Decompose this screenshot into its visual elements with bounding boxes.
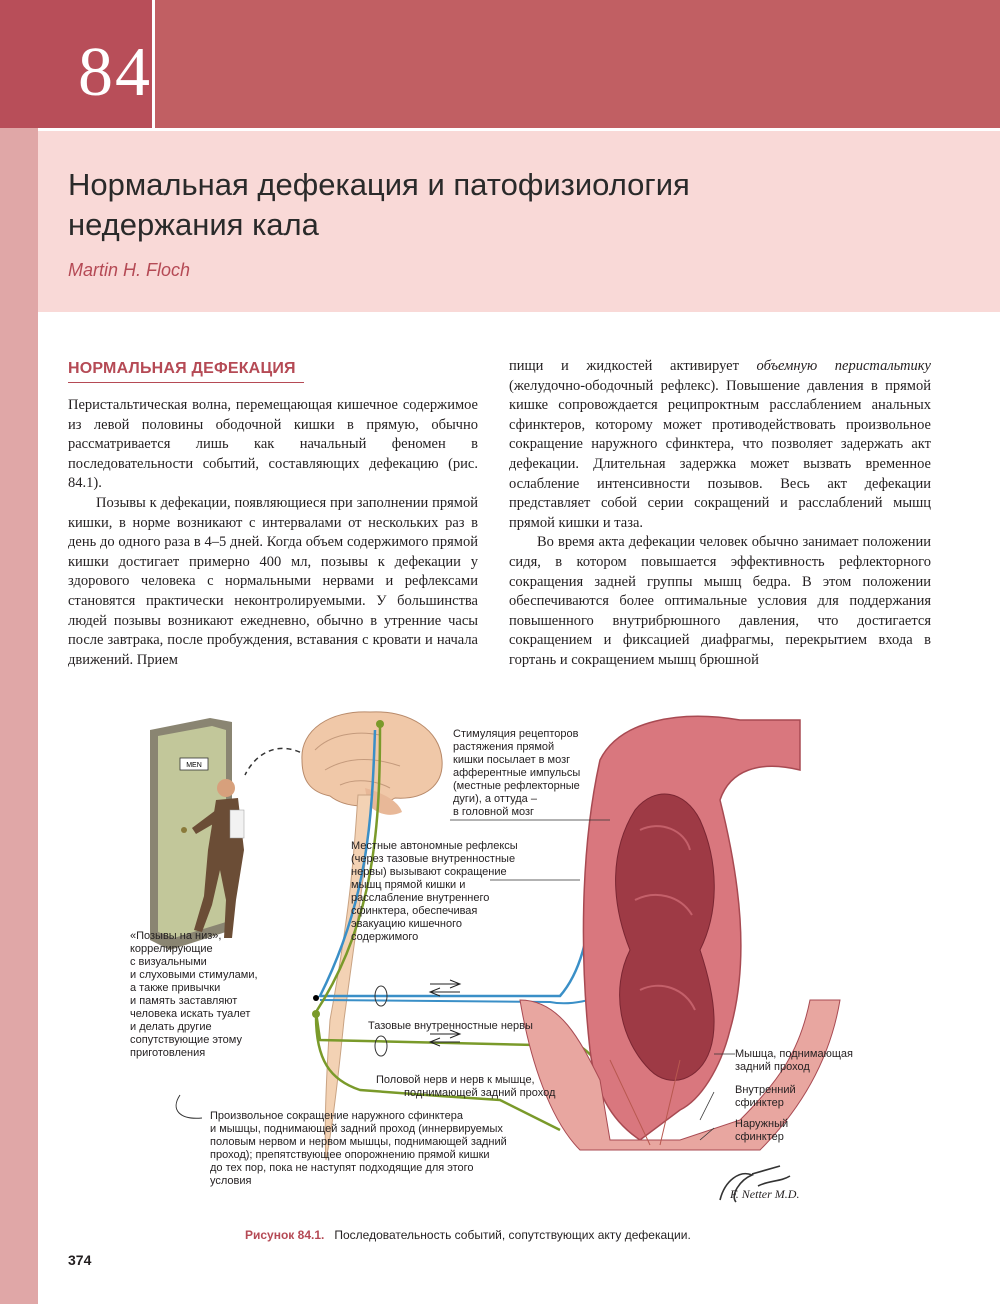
label-line: сопутствующие этому: [130, 1034, 242, 1046]
label-voluntary: [210, 1110, 570, 1188]
ganglion: [375, 1036, 387, 1056]
emphasis: объемную перистальтику: [756, 358, 931, 374]
label-line: Внутренний: [735, 1084, 796, 1096]
nerve-node: [312, 1010, 320, 1018]
paragraph: [509, 357, 931, 533]
label-line: Произвольное сокращение наружного сфинктера: [210, 1110, 463, 1122]
voluntary-arrow: [176, 1095, 202, 1118]
caption-text: Последовательность событий, сопутствующих акту дефекации.: [334, 1228, 691, 1242]
label-line: Местные автономные рефлексы: [351, 840, 518, 852]
signature-text: F. Netter M.D.: [730, 1187, 800, 1201]
label-line: Наружный: [735, 1118, 789, 1130]
left-column: [68, 396, 478, 670]
nerve-node: [376, 720, 384, 728]
label-line: (через тазовые внутренностные: [351, 853, 516, 865]
afferent-nerve-path-2: [320, 992, 610, 1003]
label-line: и мышцы, поднимающей задний проход (иннервируемых: [210, 1123, 503, 1135]
label-line: поднимающей задний проход: [404, 1087, 556, 1099]
label-line: и память заставляют: [130, 995, 238, 1007]
label-line: (местные рефлекторные: [453, 780, 580, 792]
author: Martin H. Floch: [68, 260, 191, 280]
side-bar: [0, 0, 38, 1304]
right-column: [509, 357, 931, 671]
label-line: «Позывы на низ»,: [130, 930, 222, 942]
label-line: а также привычки: [130, 982, 221, 994]
figure-caption: [245, 1228, 945, 1242]
label-line: Половой нерв и нерв к мышце,: [376, 1074, 535, 1086]
label-line: нервы) вызывают сокращение: [351, 866, 507, 878]
nerve-node: [313, 995, 319, 1001]
label-line: дуги), а оттуда –: [453, 793, 537, 805]
label-line: половым нервом и нервом мышцы, поднимающей задний: [210, 1136, 507, 1148]
direction-arrow: [430, 980, 460, 988]
header-band: [155, 0, 1000, 128]
label-line: и слуховыми стимулами,: [130, 969, 258, 981]
label-external-sphincter: [735, 1118, 845, 1144]
label-line: растяжения прямой: [453, 741, 555, 753]
label-line: задний проход: [735, 1061, 810, 1073]
label-line: мышц прямой кишки и: [351, 879, 466, 891]
chapter-box: [0, 0, 155, 128]
label-line: коррелирующие: [130, 943, 213, 955]
door-sign-text: MEN: [186, 762, 202, 769]
label-line: человека искать туалет: [130, 1008, 251, 1020]
label-line: Стимуляция рецепторов: [453, 728, 579, 740]
label-pelvic-nerves: Тазовые внутренностные нервы: [368, 1020, 533, 1032]
page-title: [68, 165, 968, 245]
label-line: Мышца, поднимающая: [735, 1048, 853, 1060]
section-heading: НОРМАЛЬНАЯ ДЕФЕКАЦИЯ: [68, 360, 304, 383]
label-line: содержимого: [351, 931, 419, 943]
label-local-reflexes: [351, 840, 541, 944]
paragraph: Во время акта дефекации человек обычно занимает положении сидя, в котором повышается эффективность рефлекторного сокращения задней группы мышц бедра. В этом положении обеспечиваются более оптимальные условия для поддержания повышенного внутрибрюшного давления, что достигается сокращением и фиксацией диафрагмы, перекрытием входа в гортань и сокращением мышц брюшной: [509, 534, 931, 668]
chapter-number: 84: [78, 34, 152, 111]
caption-label: Рисунок 84.1.: [245, 1228, 325, 1242]
label-line: с визуальными: [130, 956, 207, 968]
label-urge: [130, 930, 280, 1060]
label-line: приготовления: [130, 1047, 206, 1059]
page-title-line-2: недержания кала: [68, 207, 319, 242]
label-line: расслабление внутреннего: [351, 892, 490, 904]
defecation-figure: [130, 700, 940, 1210]
label-line: сфинктер: [735, 1131, 784, 1143]
label-line: эвакуацию кишечного: [351, 918, 462, 930]
label-levator-ani: [735, 1048, 875, 1074]
door-knob: [181, 827, 187, 833]
label-line: в головной мозг: [453, 806, 535, 818]
paragraph: Перистальтическая волна, перемещающая кишечное содержимое из левой половины ободочной кишки в прямую, обычно рассматривается лишь как начальный феномен в последовательности событий, составляющих дефекацию (рис. 84.1).: [68, 397, 478, 492]
label-line: и делать другие: [130, 1021, 212, 1033]
label-line: до тех пор, пока не наступят подходящие для этого: [210, 1162, 474, 1174]
label-line: проход); препятствующее опорожнению прямой кишки: [210, 1149, 490, 1161]
label-line: условия: [210, 1175, 252, 1187]
paragraph: Позывы к дефекации, появляющиеся при заполнении прямой кишки, в норме возникают с интервалами от нескольких раз в день до одного раза в 4–5 дней. Когда объем содержимого прямой кишки достигает примерно 400 мл, позывы к дефекации у здорового человека с нормальными нервами и рефлексами становятся практически неконтролируемыми. У большинства людей позывы возникают ежедневно, обычно в утренние часы после завтрака, после пробуждения, вставания с кровати и начала движений. Прием: [68, 494, 478, 668]
label-pudendal-nerve: [376, 1074, 576, 1100]
label-line: сфинктер: [735, 1097, 784, 1109]
label-line: кишки посылает в мозг: [453, 754, 571, 766]
page-number: 374: [68, 1252, 92, 1268]
label-line: сфинктера, обеспечивая: [351, 905, 478, 917]
label-stimulation: [453, 728, 603, 819]
direction-arrow: [430, 1038, 460, 1046]
paragraph-text: (желудочно-ободочный рефлекс). Повышение давления в прямой кишке сопровождается реципроктным расслаблением анальных сфинктеров, которому может противодействовать произвольное сокращение наружного сфинктера, что позволяет задержать акт дефекации. Длительная задержка может вызвать временное ослабление интенсивности позывов. Весь акт дефекации представляет собой серии сокращений и расслаблений мышц прямой кишки и таза.: [509, 377, 931, 531]
label-internal-sphincter: [735, 1084, 845, 1110]
page-title-line-1: Нормальная дефекация и патофизиология: [68, 167, 690, 202]
paragraph-text: пищи и жидкостей активирует: [509, 358, 757, 374]
label-line: афферентные импульсы: [453, 767, 581, 779]
